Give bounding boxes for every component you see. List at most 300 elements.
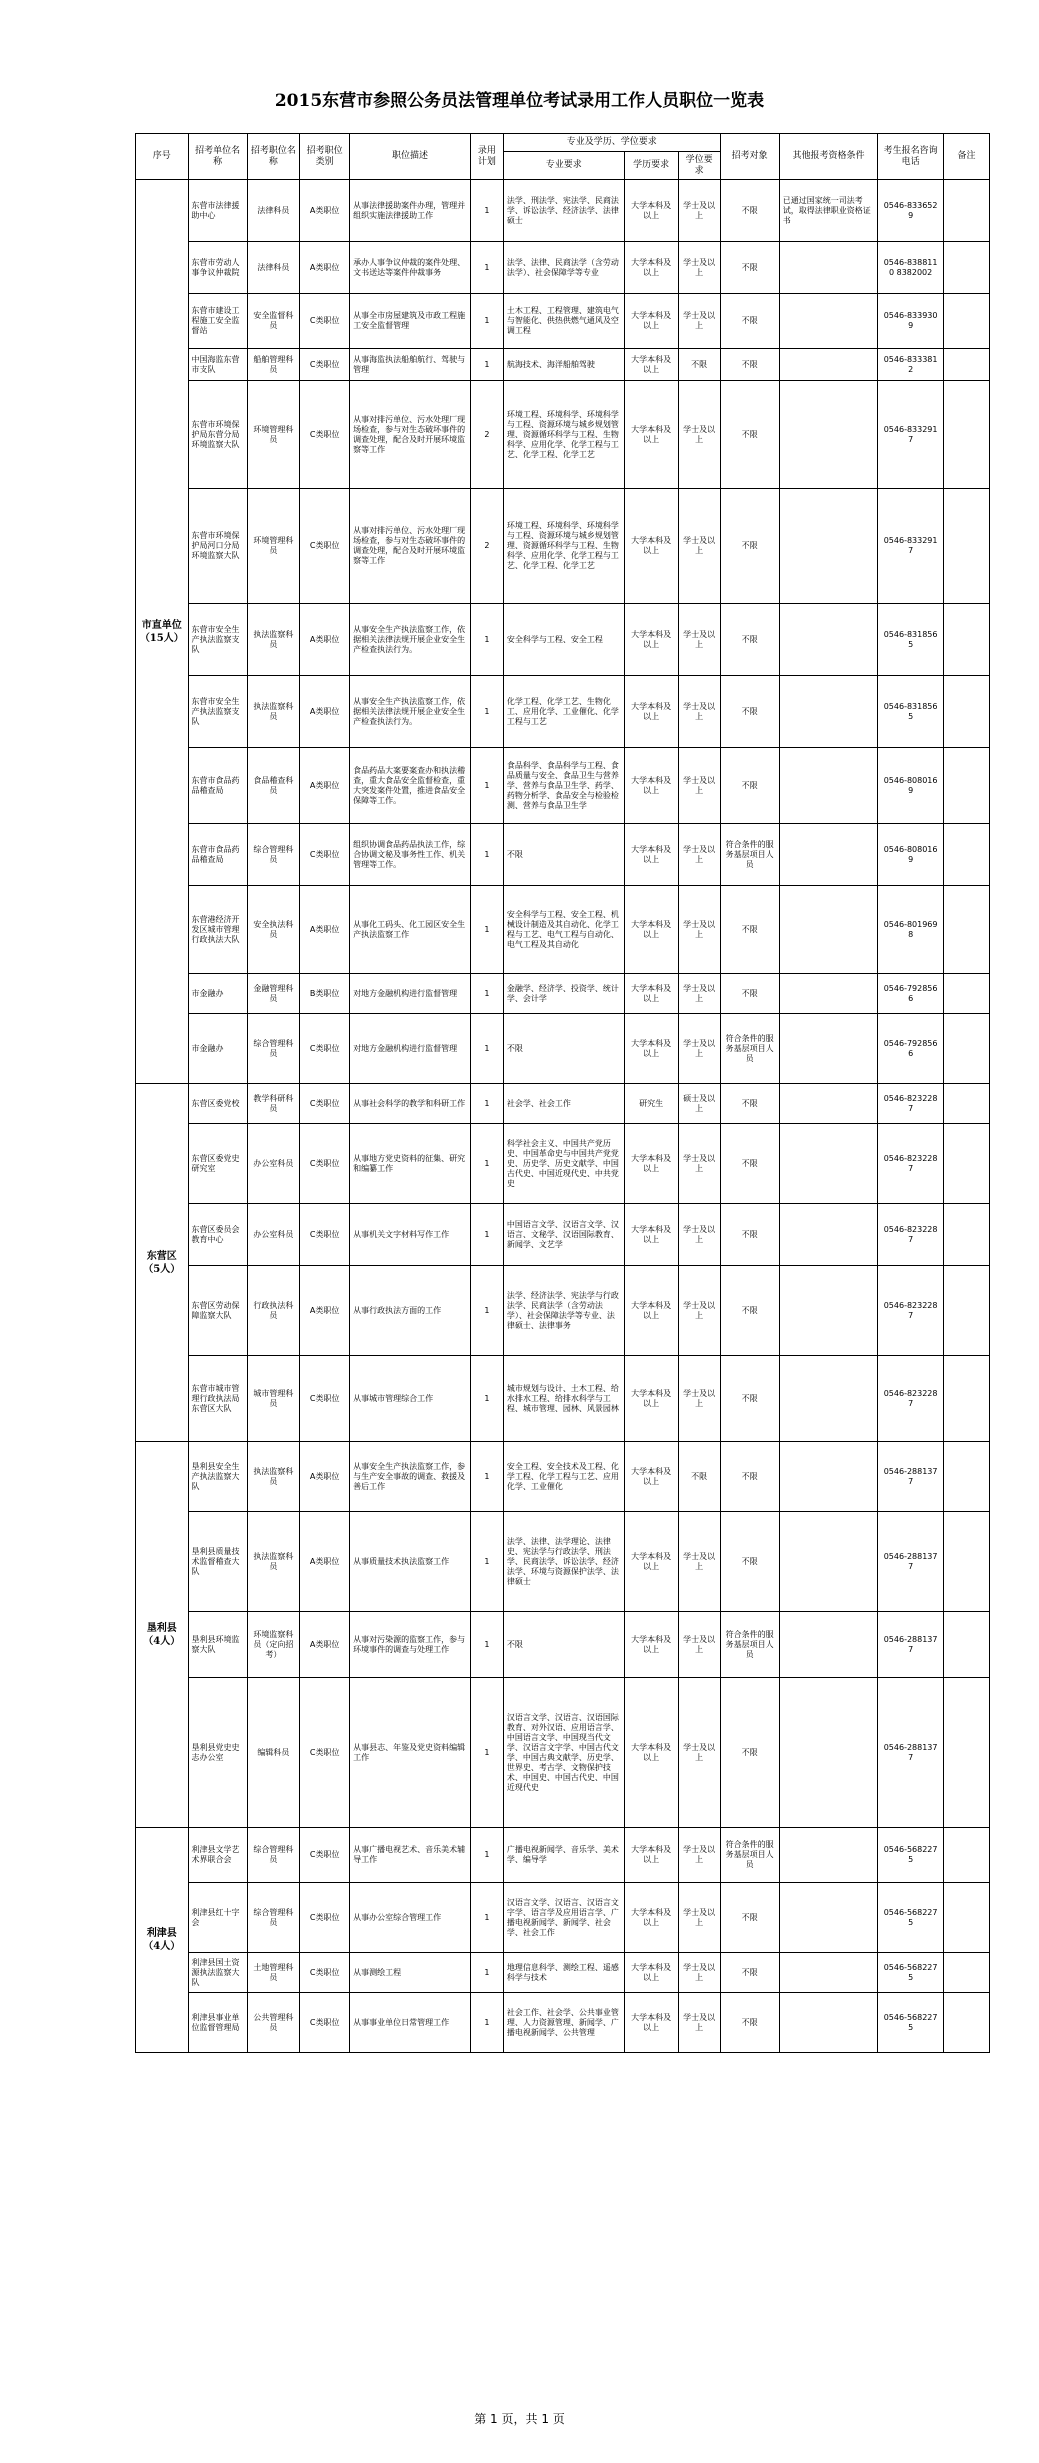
position-desc: 从事对污染源的监察工作，参与环境事件的调查与处理工作	[350, 1612, 471, 1678]
other-req	[779, 1828, 878, 1883]
table-row	[136, 1512, 990, 1612]
degree-req: 学士及以上	[678, 1512, 720, 1612]
quota: 2	[470, 381, 503, 489]
edu-req: 大学本科及以上	[624, 180, 678, 242]
table-row	[136, 1204, 990, 1266]
header-major: 专业要求	[503, 152, 624, 180]
target: 符合条件的服务基层项目人员	[720, 824, 779, 886]
target: 不限	[720, 1442, 779, 1512]
target: 不限	[720, 1993, 779, 2053]
other-req	[779, 1883, 878, 1953]
target: 不限	[720, 1266, 779, 1356]
major-req: 科学社会主义、中国共产党历史、中国革命史与中国共产党党史、历史学、历史文献学、中国古代史、中国近现代史、中共党史	[503, 1124, 624, 1204]
target: 不限	[720, 748, 779, 824]
quota: 1	[470, 1828, 503, 1883]
position-name: 公共管理科员	[247, 1993, 300, 2053]
remark	[943, 489, 989, 604]
phone: 0546-8080169	[878, 748, 944, 824]
position-desc: 从事社会科学的教学和科研工作	[350, 1084, 471, 1124]
other-req	[779, 824, 878, 886]
target: 不限	[720, 489, 779, 604]
phone: 0546-8388110 8382002	[878, 242, 944, 294]
edu-req: 大学本科及以上	[624, 1828, 678, 1883]
remark	[943, 676, 989, 748]
target: 符合条件的服务基层项目人员	[720, 1612, 779, 1678]
degree-req: 不限	[678, 349, 720, 381]
region-label: 利津县（4人）	[136, 1828, 189, 2053]
edu-req: 大学本科及以上	[624, 489, 678, 604]
phone: 0546-8232287	[878, 1266, 944, 1356]
other-req	[779, 1356, 878, 1442]
quota: 1	[470, 1084, 503, 1124]
position-name: 土地管理科员	[247, 1953, 300, 1993]
phone: 0546-8333812	[878, 349, 944, 381]
remark	[943, 294, 989, 349]
edu-req: 大学本科及以上	[624, 1883, 678, 1953]
target: 不限	[720, 1678, 779, 1828]
major-req: 金融学、经济学、投资学、统计学、会计学	[503, 974, 624, 1014]
table-row	[136, 1442, 990, 1512]
unit-name: 利津县文学艺术界联合会	[188, 1828, 247, 1883]
unit-name: 利津县国土资源执法监察大队	[188, 1953, 247, 1993]
table-row	[136, 1883, 990, 1953]
edu-req: 大学本科及以上	[624, 349, 678, 381]
position-category: C类职位	[300, 1124, 350, 1204]
major-req: 法学、经济法学、宪法学与行政法学、民商法学（含劳动法学）、社会保障法学等专业、法律硕士、法律事务	[503, 1266, 624, 1356]
position-desc: 从事对排污单位、污水处理厂现场检查，参与对生态破坏事件的调查处理，配合及时开展环境监察等工作	[350, 381, 471, 489]
edu-req: 大学本科及以上	[624, 1512, 678, 1612]
header-phone: 考生报名咨询电话	[878, 134, 944, 180]
table-row	[136, 294, 990, 349]
position-name: 教学科研科员	[247, 1084, 300, 1124]
quota: 1	[470, 1014, 503, 1084]
edu-req: 大学本科及以上	[624, 381, 678, 489]
major-req: 环境工程、环境科学、环境科学与工程、资源环境与城乡规划管理、资源循环科学与工程、生物科学、应用化学、化学工程与工艺、化学工程、化学工艺	[503, 489, 624, 604]
position-category: C类职位	[300, 349, 350, 381]
remark	[943, 1678, 989, 1828]
position-name: 执法监察科员	[247, 676, 300, 748]
other-req	[779, 489, 878, 604]
major-req: 社会工作、社会学、公共事业管理、人力资源管理、新闻学、广播电视新闻学、公共管理	[503, 1993, 624, 2053]
other-req	[779, 1124, 878, 1204]
target: 不限	[720, 604, 779, 676]
position-name: 综合管理科员	[247, 1883, 300, 1953]
remark	[943, 180, 989, 242]
position-category: A类职位	[300, 604, 350, 676]
target: 不限	[720, 1356, 779, 1442]
remark	[943, 1512, 989, 1612]
other-req	[779, 381, 878, 489]
degree-req: 学士及以上	[678, 886, 720, 974]
position-category: C类职位	[300, 1678, 350, 1828]
quota: 1	[470, 1356, 503, 1442]
header-remark: 备注	[943, 134, 989, 180]
table-row	[136, 1828, 990, 1883]
position-name: 城市管理科员	[247, 1356, 300, 1442]
phone: 0546-8318565	[878, 676, 944, 748]
table-row	[136, 886, 990, 974]
target: 不限	[720, 1084, 779, 1124]
position-desc: 从事化工码头、化工园区安全生产执法监察工作	[350, 886, 471, 974]
table-row	[136, 824, 990, 886]
phone: 0546-5682275	[878, 1953, 944, 1993]
remark	[943, 1124, 989, 1204]
major-req: 航海技术、海洋船舶驾驶	[503, 349, 624, 381]
position-desc: 从事海监执法船舶航行、驾驶与管理	[350, 349, 471, 381]
unit-name: 东营区委党校	[188, 1084, 247, 1124]
phone: 0546-8332917	[878, 381, 944, 489]
unit-name: 东营市食品药品稽查局	[188, 824, 247, 886]
position-desc: 从事机关文字材料写作工作	[350, 1204, 471, 1266]
target: 不限	[720, 242, 779, 294]
position-name: 编辑科员	[247, 1678, 300, 1828]
unit-name: 利津县红十字会	[188, 1883, 247, 1953]
position-desc: 从事县志、年鉴及党史资料编辑工作	[350, 1678, 471, 1828]
quota: 1	[470, 1124, 503, 1204]
position-category: C类职位	[300, 1084, 350, 1124]
position-name: 船舶管理科员	[247, 349, 300, 381]
position-desc: 对地方金融机构进行监督管理	[350, 974, 471, 1014]
major-req: 汉语言文学、汉语言、汉语言文字学、语言学及应用语言学、广播电视新闻学、新闻学、社会学、社会工作	[503, 1883, 624, 1953]
table-row	[136, 974, 990, 1014]
position-category: C类职位	[300, 1014, 350, 1084]
other-req	[779, 1084, 878, 1124]
position-category: C类职位	[300, 489, 350, 604]
degree-req: 学士及以上	[678, 1204, 720, 1266]
edu-req: 大学本科及以上	[624, 676, 678, 748]
position-category: C类职位	[300, 1828, 350, 1883]
position-category: C类职位	[300, 1953, 350, 1993]
edu-req: 大学本科及以上	[624, 1953, 678, 1993]
target: 不限	[720, 974, 779, 1014]
phone: 0546-8232287	[878, 1356, 944, 1442]
degree-req: 学士及以上	[678, 180, 720, 242]
quota: 1	[470, 974, 503, 1014]
remark	[943, 1612, 989, 1678]
remark	[943, 1084, 989, 1124]
unit-name: 垦利县党史史志办公室	[188, 1678, 247, 1828]
edu-req: 大学本科及以上	[624, 748, 678, 824]
remark	[943, 1953, 989, 1993]
target: 不限	[720, 1883, 779, 1953]
edu-req: 大学本科及以上	[624, 1993, 678, 2053]
region-label: 垦利县（4人）	[136, 1442, 189, 1828]
unit-name: 东营区劳动保障监察大队	[188, 1266, 247, 1356]
position-desc: 从事全市房屋建筑及市政工程施工安全监督管理	[350, 294, 471, 349]
unit-name: 东营市安全生产执法监察支队	[188, 604, 247, 676]
unit-name: 东营区委党史研究室	[188, 1124, 247, 1204]
header-seq: 序号	[136, 134, 189, 180]
other-req	[779, 1993, 878, 2053]
phone: 0546-8318565	[878, 604, 944, 676]
header-degree: 学位要求	[678, 152, 720, 180]
quota: 1	[470, 604, 503, 676]
other-req	[779, 974, 878, 1014]
table-row	[136, 242, 990, 294]
degree-req: 学士及以上	[678, 1014, 720, 1084]
position-name: 综合管理科员	[247, 1828, 300, 1883]
quota: 2	[470, 489, 503, 604]
target: 符合条件的服务基层项目人员	[720, 1828, 779, 1883]
position-category: C类职位	[300, 381, 350, 489]
target: 不限	[720, 349, 779, 381]
position-category: C类职位	[300, 824, 350, 886]
degree-req: 学士及以上	[678, 604, 720, 676]
other-req	[779, 1442, 878, 1512]
phone: 0546-8019698	[878, 886, 944, 974]
degree-req: 学士及以上	[678, 1678, 720, 1828]
target: 不限	[720, 886, 779, 974]
other-req	[779, 294, 878, 349]
position-desc: 组织协调食品药品执法工作，综合协调文秘及事务性工作、机关管理等工作。	[350, 824, 471, 886]
header-quota: 录用计划	[470, 134, 503, 180]
phone: 0546-5682275	[878, 1828, 944, 1883]
edu-req: 大学本科及以上	[624, 974, 678, 1014]
positions-table	[135, 133, 990, 2053]
remark	[943, 974, 989, 1014]
unit-name: 东营市法律援助中心	[188, 180, 247, 242]
position-category: C类职位	[300, 1356, 350, 1442]
unit-name: 东营市食品药品稽查局	[188, 748, 247, 824]
region-label: 东营区（5人）	[136, 1084, 189, 1442]
target: 不限	[720, 1953, 779, 1993]
degree-req: 学士及以上	[678, 748, 720, 824]
position-name: 执法监察科员	[247, 1442, 300, 1512]
remark	[943, 381, 989, 489]
position-name: 环境监察科员（定向招考）	[247, 1612, 300, 1678]
unit-name: 东营市劳动人事争议仲裁院	[188, 242, 247, 294]
position-category: C类职位	[300, 294, 350, 349]
quota: 1	[470, 676, 503, 748]
phone: 0546-8232287	[878, 1204, 944, 1266]
position-name: 安全执法科员	[247, 886, 300, 974]
major-req: 法学、法律、法学理论、法律史、宪法学与行政法学、刑法学、民商法学、诉讼法学、经济法学、环境与资源保护法学、法律硕士	[503, 1512, 624, 1612]
other-req	[779, 886, 878, 974]
position-name: 办公室科员	[247, 1204, 300, 1266]
major-req: 不限	[503, 824, 624, 886]
other-req	[779, 349, 878, 381]
major-req: 安全工程、安全技术及工程、化学工程、化学工程与工艺、应用化学、工业催化	[503, 1442, 624, 1512]
phone: 0546-8339309	[878, 294, 944, 349]
position-name: 行政执法科员	[247, 1266, 300, 1356]
remark	[943, 604, 989, 676]
table-row	[136, 604, 990, 676]
major-req: 环境工程、环境科学、环境科学与工程、资源环境与城乡规划管理、资源循环科学与工程、生物科学、应用化学、化学工程与工艺、化学工程、化学工艺	[503, 381, 624, 489]
degree-req: 学士及以上	[678, 824, 720, 886]
edu-req: 大学本科及以上	[624, 604, 678, 676]
other-req	[779, 748, 878, 824]
table-row	[136, 1084, 990, 1124]
position-category: C类职位	[300, 1204, 350, 1266]
target: 不限	[720, 1124, 779, 1204]
phone: 0546-5682275	[878, 1883, 944, 1953]
degree-req: 学士及以上	[678, 242, 720, 294]
major-req: 不限	[503, 1612, 624, 1678]
header-edu: 学历要求	[624, 152, 678, 180]
remark	[943, 1442, 989, 1512]
degree-req: 学士及以上	[678, 1953, 720, 1993]
position-category: B类职位	[300, 974, 350, 1014]
quota: 1	[470, 1442, 503, 1512]
phone: 0546-2881377	[878, 1678, 944, 1828]
unit-name: 东营市环境保护局河口分局环境监察大队	[188, 489, 247, 604]
quota: 1	[470, 294, 503, 349]
other-req	[779, 1014, 878, 1084]
quota: 1	[470, 1266, 503, 1356]
remark	[943, 1266, 989, 1356]
table-row	[136, 349, 990, 381]
other-req	[779, 1612, 878, 1678]
remark	[943, 1828, 989, 1883]
major-req: 中国语言文学、汉语言文学、汉语言、文秘学、汉语国际教育、新闻学、文艺学	[503, 1204, 624, 1266]
page-title: 2015东营市参照公务员法管理单位考试录用工作人员职位一览表	[274, 91, 765, 111]
quota: 1	[470, 748, 503, 824]
degree-req: 学士及以上	[678, 1356, 720, 1442]
position-desc: 从事安全生产执法监察工作，参与生产安全事故的调查、救援及善后工作	[350, 1442, 471, 1512]
degree-req: 学士及以上	[678, 676, 720, 748]
phone: 0546-8336529	[878, 180, 944, 242]
remark	[943, 349, 989, 381]
position-desc: 从事办公室综合管理工作	[350, 1883, 471, 1953]
target: 不限	[720, 294, 779, 349]
position-name: 金融管理科员	[247, 974, 300, 1014]
edu-req: 大学本科及以上	[624, 1678, 678, 1828]
remark	[943, 886, 989, 974]
table-row	[136, 748, 990, 824]
position-desc: 从事质量技术执法监察工作	[350, 1512, 471, 1612]
position-category: A类职位	[300, 1442, 350, 1512]
edu-req: 大学本科及以上	[624, 242, 678, 294]
unit-name: 东营区委员会教育中心	[188, 1204, 247, 1266]
quota: 1	[470, 824, 503, 886]
other-req	[779, 604, 878, 676]
header-desc: 职位描述	[350, 134, 471, 180]
remark	[943, 1993, 989, 2053]
target: 不限	[720, 1512, 779, 1612]
position-category: A类职位	[300, 676, 350, 748]
unit-name: 东营市安全生产执法监察支队	[188, 676, 247, 748]
major-req: 城市规划与设计、土木工程、给水排水工程、给排水科学与工程、城市管理、园林、风景园林	[503, 1356, 624, 1442]
header-category: 招考职位类别	[300, 134, 350, 180]
position-category: A类职位	[300, 1266, 350, 1356]
major-req: 法学、法律、民商法学（含劳动法学）、社会保障学等专业	[503, 242, 624, 294]
quota: 1	[470, 349, 503, 381]
header-position: 招考职位名称	[247, 134, 300, 180]
position-category: A类职位	[300, 1512, 350, 1612]
table-row	[136, 1678, 990, 1828]
major-req: 地理信息科学、测绘工程、遥感科学与技术	[503, 1953, 624, 1993]
edu-req: 大学本科及以上	[624, 1014, 678, 1084]
position-desc: 从事事业单位日常管理工作	[350, 1993, 471, 2053]
major-req: 汉语言文学、汉语言、汉语国际教育、对外汉语、应用语言学、中国语言文学、中国现当代文学、汉语言文字学、中国古代文学、中国古典文献学、历史学、世界史、考古学、文物保护技术、中国史、中国古代史、中国近现代史	[503, 1678, 624, 1828]
major-req: 食品科学、食品科学与工程、食品质量与安全、食品卫生与营养学、营养与食品卫生学、药学、药物分析学、食品安全与检验检测、营养与食品卫生学	[503, 748, 624, 824]
header-group: 专业及学历、学位要求	[503, 134, 720, 152]
unit-name: 垦利县质量技术监督稽查大队	[188, 1512, 247, 1612]
degree-req: 学士及以上	[678, 974, 720, 1014]
quota: 1	[470, 242, 503, 294]
edu-req: 大学本科及以上	[624, 886, 678, 974]
position-name: 综合管理科员	[247, 824, 300, 886]
other-req	[779, 1678, 878, 1828]
position-category: A类职位	[300, 1612, 350, 1678]
table-row	[136, 180, 990, 242]
other-req	[779, 1953, 878, 1993]
remark	[943, 1204, 989, 1266]
quota: 1	[470, 1678, 503, 1828]
unit-name: 市金融办	[188, 974, 247, 1014]
unit-name: 东营市环境保护局东营分局环境监察大队	[188, 381, 247, 489]
degree-req: 硕士及以上	[678, 1084, 720, 1124]
positions-body	[136, 180, 990, 2053]
quota: 1	[470, 180, 503, 242]
degree-req: 学士及以上	[678, 489, 720, 604]
position-name: 法律科员	[247, 180, 300, 242]
table-row	[136, 1124, 990, 1204]
position-name: 综合管理科员	[247, 1014, 300, 1084]
quota: 1	[470, 1612, 503, 1678]
target: 不限	[720, 180, 779, 242]
other-req	[779, 1266, 878, 1356]
region-label: 市直单位（15人）	[136, 180, 189, 1084]
position-name: 执法监察科员	[247, 604, 300, 676]
position-name: 食品稽查科员	[247, 748, 300, 824]
table-row	[136, 1014, 990, 1084]
header-unit: 招考单位名称	[188, 134, 247, 180]
quota: 1	[470, 1204, 503, 1266]
degree-req: 学士及以上	[678, 1612, 720, 1678]
unit-name: 垦利县环境监察大队	[188, 1612, 247, 1678]
edu-req: 大学本科及以上	[624, 1124, 678, 1204]
unit-name: 垦利县安全生产执法监察大队	[188, 1442, 247, 1512]
edu-req: 研究生	[624, 1084, 678, 1124]
position-category: C类职位	[300, 1883, 350, 1953]
unit-name: 东营港经济开发区城市管理行政执法大队	[188, 886, 247, 974]
target: 符合条件的服务基层项目人员	[720, 1014, 779, 1084]
position-name: 安全监督科员	[247, 294, 300, 349]
position-desc: 从事城市管理综合工作	[350, 1356, 471, 1442]
position-desc: 从事测绘工程	[350, 1953, 471, 1993]
unit-name: 中国海监东营市支队	[188, 349, 247, 381]
position-name: 执法监察科员	[247, 1512, 300, 1612]
quota: 1	[470, 886, 503, 974]
remark	[943, 1883, 989, 1953]
page-footer: 第 1 页，共 1 页	[474, 2412, 565, 2426]
quota: 1	[470, 1953, 503, 1993]
remark	[943, 748, 989, 824]
unit-name: 东营市建设工程施工安全监督站	[188, 294, 247, 349]
degree-req: 不限	[678, 1442, 720, 1512]
position-name: 环境管理科员	[247, 381, 300, 489]
table-row	[136, 381, 990, 489]
position-desc: 承办人事争议仲裁的案件处理、文书送达等案件仲裁事务	[350, 242, 471, 294]
header-target: 招考对象	[720, 134, 779, 180]
position-desc: 从事广播电视艺术、音乐美术辅导工作	[350, 1828, 471, 1883]
table-row	[136, 1993, 990, 2053]
other-req	[779, 1512, 878, 1612]
degree-req: 学士及以上	[678, 1124, 720, 1204]
position-category: A类职位	[300, 748, 350, 824]
table-row	[136, 489, 990, 604]
position-name: 环境管理科员	[247, 489, 300, 604]
header-other: 其他报考资格条件	[779, 134, 878, 180]
position-desc: 从事法律援助案件办理，管理并组织实施法律援助工作	[350, 180, 471, 242]
major-req: 法学、刑法学、宪法学、民商法学、诉讼法学、经济法学、法律硕士	[503, 180, 624, 242]
phone: 0546-7928566	[878, 1014, 944, 1084]
degree-req: 学士及以上	[678, 294, 720, 349]
other-req	[779, 1204, 878, 1266]
position-category: A类职位	[300, 180, 350, 242]
major-req: 广播电视新闻学、音乐学、美术学、编导学	[503, 1828, 624, 1883]
